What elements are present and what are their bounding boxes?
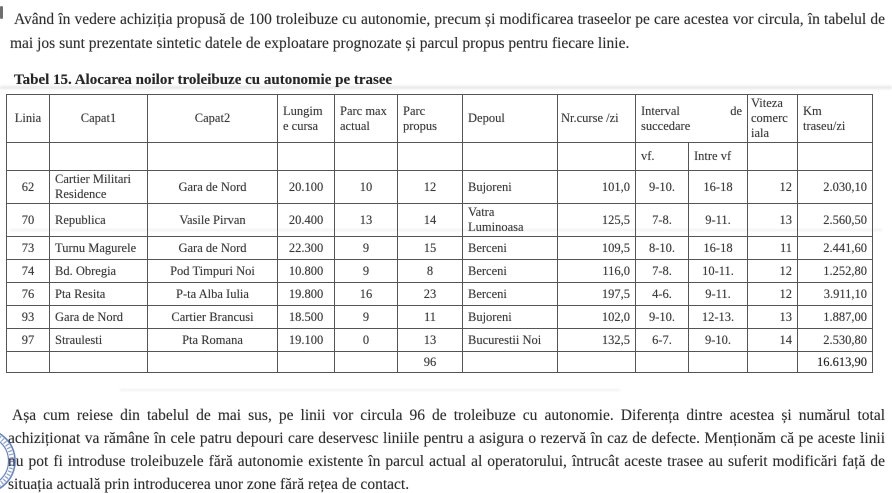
cell-interval-intre-vf: 10-11. [689,260,748,283]
cell-depoul: Vatra Luminoasa [463,204,558,237]
empty-header-cell [748,143,798,171]
cell-viteza: 12 [748,260,798,283]
subheader-vf: vf. [636,143,689,171]
cell-nr-curse: 102,0 [558,306,636,329]
cell-capat1: Cartier Militari Residence [50,171,148,204]
cell-linia: 73 [7,237,50,260]
cell-interval-intre-vf: 9-11. [689,204,748,237]
cell-nr-curse: 109,5 [558,237,636,260]
cell-capat2: Gara de Nord [148,237,278,260]
cell-lungime: 19.800 [278,283,335,306]
cell-capat2: Vasile Pirvan [148,204,278,237]
cell-capat1: Republica [50,204,148,237]
empty-header-cell [50,143,148,171]
total-km-traseu: 16.613,90 [798,352,873,373]
table-row [7,204,873,237]
cell-lungime: 20.400 [278,204,335,237]
empty-header-cell [148,143,278,171]
column-header-capat2: Capat2 [148,95,278,143]
cell-km: 2.560,50 [798,204,873,237]
subheader-intre-vf: Intre vf [689,143,748,171]
cell-capat2: Pod Timpuri Noi [148,260,278,283]
cell-km: 1.887,00 [798,306,873,329]
cell-km: 3.911,10 [798,283,873,306]
cell-km: 2.030,10 [798,171,873,204]
column-header-nr-curse: Nr.curse /zi [558,95,636,143]
cell-linia: 93 [7,306,50,329]
table-row [7,171,873,204]
cell-lungime: 22.300 [278,237,335,260]
cell-capat2: Pta Romana [148,329,278,352]
cell-depoul: Berceni [463,283,558,306]
round-stamp-icon [0,428,18,493]
cell-parc-max: 0 [335,329,398,352]
cell-interval-intre-vf: 9-10. [689,329,748,352]
allocation-table [6,94,873,373]
cell-interval-intre-vf: 16-18 [689,171,748,204]
column-header-depoul: Depoul [463,95,558,143]
empty-header-cell [798,143,873,171]
cell-interval-vf: 4-6. [636,283,689,306]
cell-capat1: Pta Resita [50,283,148,306]
cell-interval-vf: 9-10. [636,306,689,329]
cell-capat2: P-ta Alba Iulia [148,283,278,306]
cell-linia: 70 [7,204,50,237]
cell-viteza: 11 [748,237,798,260]
column-header-parc-propus: Parc propus [398,95,463,143]
cell-viteza: 14 [748,329,798,352]
empty-header-cell [278,143,335,171]
column-header-lungime-cursa: Lungim e cursa [278,95,335,143]
intro-paragraph: Având în vedere achiziția propusă de 100 troleibuze cu autonomie, precum și modificarea traseelor pe care acestea vor circula, în tabelul de mai jos sunt prezentate sintetic datele de exploatare prognozate și parcul propus pentru fiecare linie. [10,11,885,52]
totals-row [7,352,873,373]
cell-interval-vf: 6-7. [636,329,689,352]
cell-parc-propus: 8 [398,260,463,283]
cell-nr-curse: 197,5 [558,283,636,306]
table-row [7,237,873,260]
cell-interval-intre-vf: 9-11. [689,283,748,306]
cell-km: 1.252,80 [798,260,873,283]
empty-header-cell [7,143,50,171]
cell-depoul: Bujoreni [463,171,558,204]
cell-viteza: 12 [748,283,798,306]
cell-lungime: 20.100 [278,171,335,204]
cell-interval-vf: 8-10. [636,237,689,260]
cell-capat1: Straulesti [50,329,148,352]
cell-interval-intre-vf: 12-13. [689,306,748,329]
cell-parc-propus: 12 [398,171,463,204]
cell-parc-max: 13 [335,204,398,237]
empty-cell [278,352,335,373]
cell-viteza: 13 [748,204,798,237]
empty-cell [7,352,50,373]
cell-lungime: 10.800 [278,260,335,283]
cell-capat1: Gara de Nord [50,306,148,329]
column-header-capat1: Capat1 [50,95,148,143]
cell-viteza: 12 [748,171,798,204]
column-header-interval-succedare: Interval de succedare [636,95,748,143]
cell-nr-curse: 116,0 [558,260,636,283]
column-header-km-traseu: Km traseu/zi [798,95,873,143]
cell-linia: 76 [7,283,50,306]
total-parc-propus: 96 [398,352,463,373]
cell-nr-curse: 101,0 [558,171,636,204]
cell-parc-max: 10 [335,171,398,204]
cell-lungime: 19.100 [278,329,335,352]
empty-header-cell [398,143,463,171]
cell-parc-propus: 23 [398,283,463,306]
cell-parc-max: 9 [335,306,398,329]
cell-parc-max: 9 [335,237,398,260]
cell-linia: 62 [7,171,50,204]
empty-header-cell [558,143,636,171]
cell-parc-propus: 14 [398,204,463,237]
cell-parc-propus: 15 [398,237,463,260]
empty-bordered-cell [689,352,748,373]
cell-parc-max: 16 [335,283,398,306]
cell-linia: 74 [7,260,50,283]
column-header-viteza-comerciala: Viteza comerc iala [748,95,798,143]
cell-parc-propus: 13 [398,329,463,352]
cell-km: 2.441,60 [798,237,873,260]
cell-depoul: Bucurestii Noi [463,329,558,352]
empty-cell [636,352,689,373]
cell-interval-vf: 9-10. [636,171,689,204]
cell-capat2: Gara de Nord [148,171,278,204]
empty-cell [558,352,636,373]
empty-cell [50,352,148,373]
header-row-main [7,95,873,143]
column-header-parc-max-actual: Parc max actual [335,95,398,143]
column-header-linia: Linia [7,95,50,143]
closing-paragraph: Așa cum reiese din tabelul de mai sus, pe linii vor circula 96 de troleibuze cu autonomie. Diferența dintre acestea și numărul total achiziționat va rămâne în cele patru depouri care deservesc liniile pentru a asigura o rezervă în caz de defecte. Menționăm că pe aceste linii nu pot fi introduse troleibuzele fără autonomie existente în parcul actual al operatorului, întrucât aceste trasee au suferit modificări față de situația actuală prin introducerea unor zone fără rețea de contact. [8,407,885,493]
table-title: Tabel 15. Alocarea noilor troleibuze cu autonomie pe trasee [14,72,393,88]
cell-parc-max: 9 [335,260,398,283]
cell-interval-vf: 7-8. [636,204,689,237]
cell-depoul: Berceni [463,260,558,283]
table-row [7,283,873,306]
cell-interval-intre-vf: 16-18 [689,237,748,260]
cell-nr-curse: 125,5 [558,204,636,237]
table-row [7,306,873,329]
empty-cell [148,352,278,373]
empty-header-cell [463,143,558,171]
cell-lungime: 18.500 [278,306,335,329]
table-row [7,260,873,283]
scan-artifact-streak [120,389,620,391]
cell-interval-vf: 7-8. [636,260,689,283]
cell-capat1: Bd. Obregia [50,260,148,283]
scan-artifact-mark [0,6,3,19]
cell-depoul: Bujoreni [463,306,558,329]
cell-depoul: Berceni [463,237,558,260]
cell-parc-propus: 11 [398,306,463,329]
cell-capat2: Cartier Brancusi [148,306,278,329]
cell-viteza: 13 [748,306,798,329]
cell-linia: 97 [7,329,50,352]
cell-nr-curse: 132,5 [558,329,636,352]
header-row-sub [7,143,873,171]
cell-capat1: Turnu Magurele [50,237,148,260]
empty-cell [748,352,798,373]
empty-cell [335,352,398,373]
table-row [7,329,873,352]
empty-cell [463,352,558,373]
cell-km: 2.530,80 [798,329,873,352]
empty-header-cell [335,143,398,171]
